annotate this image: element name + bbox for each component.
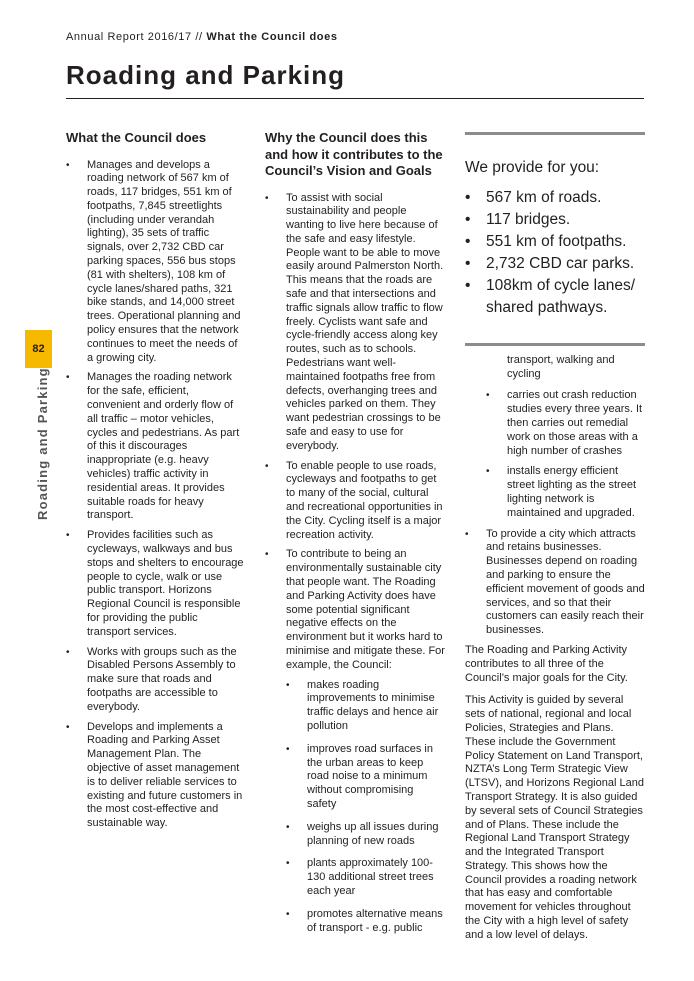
callout-item: • 117 bridges.: [465, 209, 645, 231]
list-item: [265, 548, 445, 935]
column-continuation: [465, 354, 645, 943]
callout-item: • 551 km of footpaths.: [465, 231, 645, 253]
sub-list-item: • plants approximately 100-130 additional street trees each year: [286, 857, 445, 898]
sub-list-item: • promotes alternative means of transport - e.g. public: [286, 908, 445, 936]
title-divider: [66, 98, 644, 99]
sub-bullet-list: [286, 679, 445, 936]
sub-list-item: • weighs up all issues during planning of new roads: [286, 821, 445, 849]
report-name: Annual Report 2016/17: [66, 31, 192, 43]
column-what-council-does: [66, 130, 244, 837]
sub-list-item: • makes roading improvements to minimise traffic delays and hence air pollution: [286, 679, 445, 734]
callout-list: [465, 187, 645, 319]
list-item: • To enable people to use roads, cycleways and footpaths to get to many of the social, cultural and recreational opportunities in the City. Cycling itself is a major recreation activity.: [265, 460, 445, 543]
continued-text: transport, walking and cycling: [507, 353, 615, 380]
callout-bottom-rule: [465, 343, 645, 346]
column-three: [465, 132, 645, 952]
callout-item: • 2,732 CBD car parks.: [465, 253, 645, 275]
page-number: 82: [32, 343, 45, 355]
column-why-council-does-this: [265, 130, 445, 944]
bullet-list: [465, 528, 645, 638]
list-item: • Provides facilities such as cycleways, walkways and bus stops and shelters to encourage people to cycle, walk or use public transport. Horizons Regional Council is responsible for providing the public transport services.: [66, 529, 244, 639]
running-header: [66, 31, 338, 43]
bullet-list: [66, 159, 244, 831]
list-item-text: To contribute to being an environmentally sustainable city that people want. The Roading and Parking Activity does have some potential significant negative effects on the environment but it works hard to minimise and mitigate these. For example, the Council:: [286, 548, 445, 671]
callout-item: • 567 km of roads.: [465, 187, 645, 209]
page-number-tab: [25, 330, 52, 368]
paragraph: This Activity is guided by several sets of national, regional and local Policies, Strategies and Plans. These include the Government Policy Statement on Land Transport, NZTA’s Long Term Strategic View (LTSV), and Horizons Regional Land Transport Strategy. It is also guided by several sets of Council Strategies and of Plans. These include the Regional Land Transport Strategy and the Integrated Transport Strategy. This shows how the Council provides a roading network that has easy and comfortable movement for vehicles throughout the City with a high level of safety and a low level of delays.: [465, 694, 644, 941]
header-section: What the Council does: [206, 31, 338, 43]
list-item: • Manages and develops a roading network of 567 km of roads, 117 bridges, 551 km of footpaths, 7,845 streetlights (including under verandah lighting), 35 sets of traffic signals, over 2,732 CBD car parking spaces, 556 bus stops (81 with shelters), 108 km of cycle lanes/shared paths, 321 bike stands, and 14,000 street trees. Operational planning and policy ensures that the network continues to meet the needs of a growing city.: [66, 159, 244, 366]
callout-title: We provide for you:: [465, 159, 600, 176]
page-title: Roading and Parking: [66, 60, 346, 90]
sub-bullet-list: [465, 389, 645, 520]
list-item: • To provide a city which attracts and retains businesses. Businesses depend on roading and parking to ensure the efficient movement of goods and services, and so that their customers can easily reach their businesses.: [465, 528, 645, 638]
list-item: • Develops and implements a Roading and Parking Asset Management Plan. The objective of asset management is to deliver reliable services to existing and future customers in the most cost-effective and sustainable way.: [66, 721, 244, 831]
header-separator: //: [191, 31, 207, 43]
side-section-label: Roading and Parking: [35, 367, 50, 520]
bullet-list: [265, 192, 445, 936]
list-item: • To assist with social sustainability and people wanting to live here because of the safe and easy lifestyle. People want to be able to move easily around Palmerston North. This means that the roads are safe and that intersections and traffic signals allow traffic to flow freely. Cyclists want safe and cycle-friendly access along key routes, such as to schools. Pedestrians want well-maintained footpaths free from defects, overhanging trees and vehicles parked on them. They want pedestrian crossings to be safe and easy to use for everybody.: [265, 192, 445, 454]
sub-list-item: • carries out crash reduction studies every three years. It then carries out remedial work on those areas with a high number of crashes: [486, 389, 645, 458]
list-item: • Works with groups such as the Disabled Persons Assembly to make sure that roads and footpaths are accessible to everybody.: [66, 646, 244, 715]
sub-list-item: • improves road surfaces in the urban areas to keep road noise to a minimum without compromising safety: [286, 743, 445, 812]
callout-box: [465, 135, 645, 343]
column-heading: Why the Council does this and how it contributes to the Council’s Vision and Goals: [265, 130, 443, 178]
callout-item: • 108km of cycle lanes/ shared pathways.: [465, 275, 645, 319]
column-heading: What the Council does: [66, 130, 207, 145]
paragraph: The Roading and Parking Activity contributes to all three of the Council’s major goals for the City.: [465, 643, 628, 684]
list-item: • Manages the roading network for the safe, efficient, convenient and orderly flow of all traffic – motor vehicles, cycles and pedestrians. As part of this it discourages inappropriate (e.g. heavy vehicles) traffic activity in residential areas. It provides suitable roads for heavy transport.: [66, 371, 244, 523]
sub-list-item: • installs energy efficient street lighting as the street lighting network is maintained and upgraded.: [486, 465, 645, 520]
